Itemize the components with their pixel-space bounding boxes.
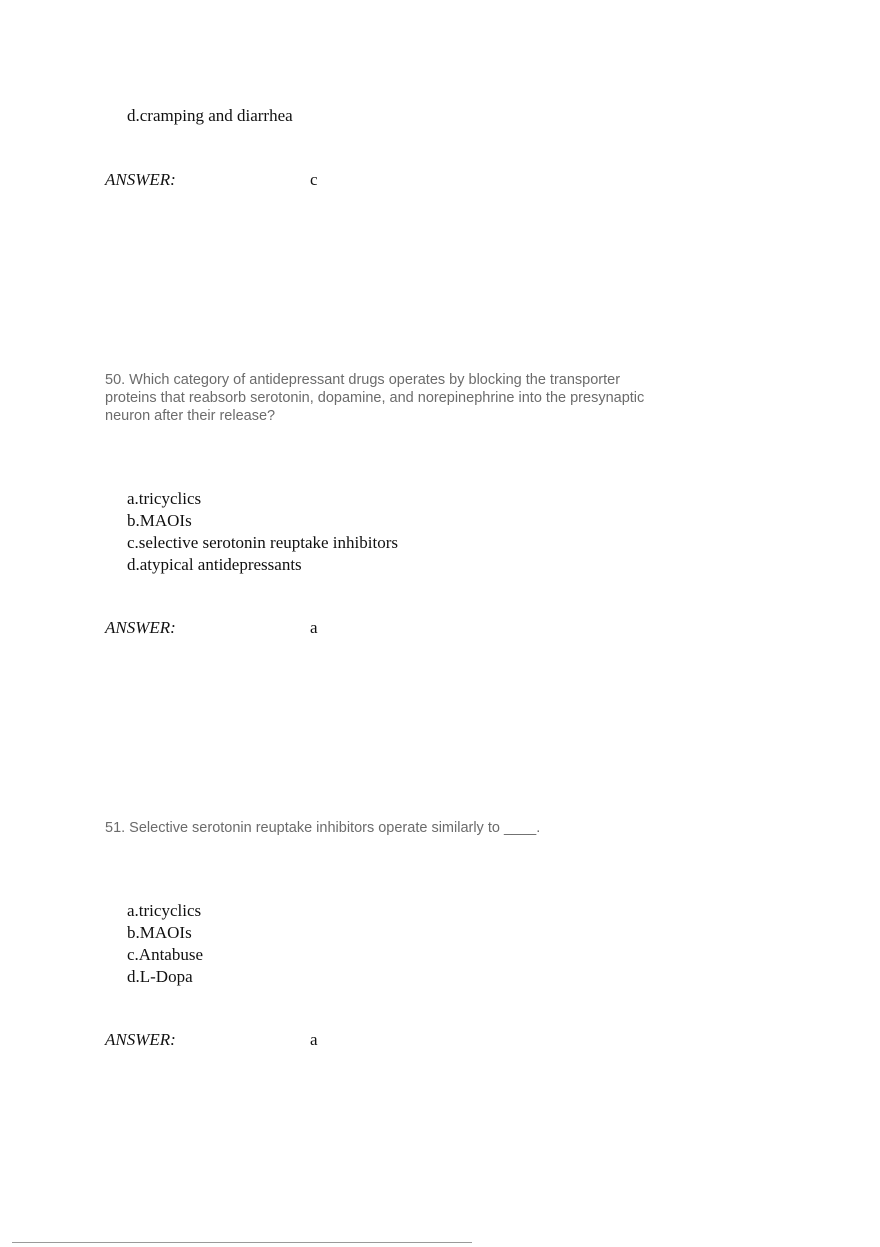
question-51	[105, 819, 540, 837]
footer-rule	[12, 1242, 472, 1243]
choice-a: a.tricyclics	[127, 901, 202, 920]
choices-50	[127, 488, 398, 576]
question-50	[105, 371, 644, 425]
choice-a: a.tricyclics	[127, 489, 202, 508]
answer-label-prev: ANSWER:	[105, 170, 176, 189]
choices-51	[127, 900, 203, 988]
question-50-line-2: proteins that reabsorb serotonin, dopamine, and norepinephrine into the presynaptic	[105, 390, 645, 406]
choice-c: c.selective serotonin reuptake inhibitors	[127, 533, 398, 552]
choice-d: d.atypical antidepressants	[127, 555, 302, 574]
choice-d-prev: d.cramping and diarrhea	[127, 106, 293, 125]
answer-label-51: ANSWER:	[105, 1030, 176, 1049]
question-50-line-1: 50. Which category of antidepressant drugs operates by blocking the transporter	[105, 372, 621, 388]
answer-value-prev: c	[310, 170, 318, 189]
answer-label-50: ANSWER:	[105, 618, 176, 637]
answer-value-50: a	[310, 618, 318, 637]
choice-c: c.Antabuse	[127, 945, 204, 964]
choice-d: d.L-Dopa	[127, 967, 193, 986]
choice-b: b.MAOIs	[127, 511, 192, 530]
question-50-line-3: neuron after their release?	[105, 408, 276, 424]
answer-value-51: a	[310, 1030, 318, 1049]
choice-b: b.MAOIs	[127, 923, 192, 942]
question-51-line-1: 51. Selective serotonin reuptake inhibitors operate similarly to ____.	[105, 820, 541, 836]
